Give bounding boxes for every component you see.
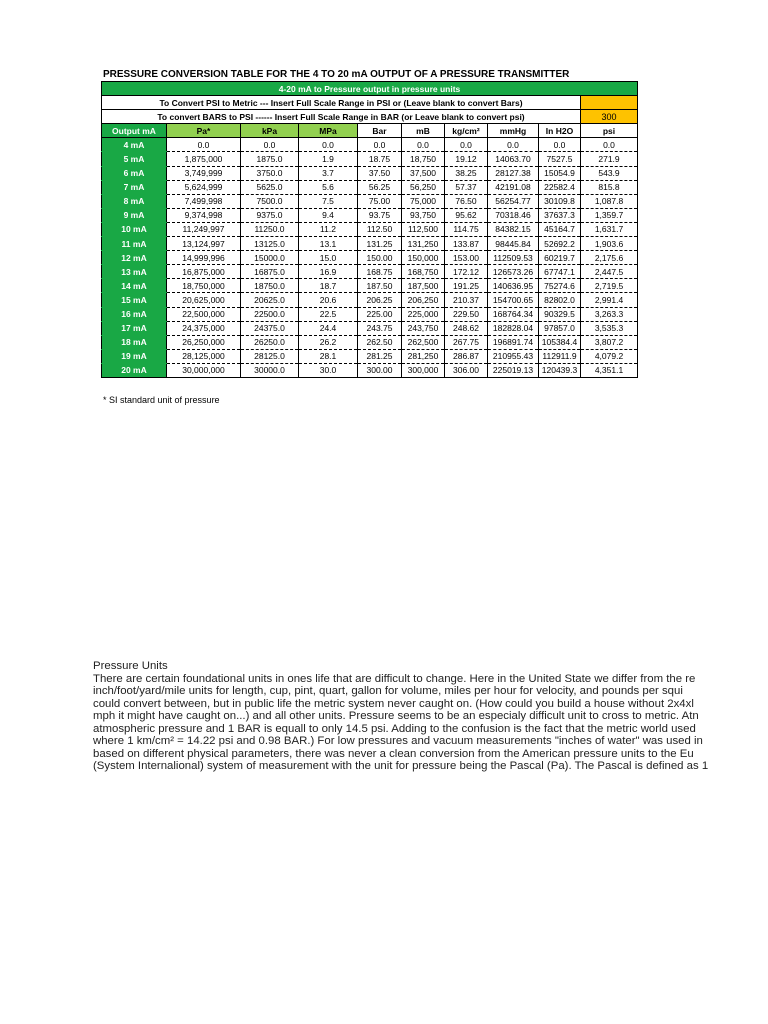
cell-kpa: 30000.0 bbox=[241, 363, 299, 377]
cell-psi: 2,719.5 bbox=[581, 279, 638, 293]
cell-mmhg: 70318.46 bbox=[488, 208, 539, 222]
cell-bar: 243.75 bbox=[358, 321, 402, 335]
cell-bar: 18.75 bbox=[358, 152, 402, 166]
table-row bbox=[102, 166, 638, 180]
cell-mmhg: 210955.43 bbox=[488, 349, 539, 363]
header-mpa: MPa bbox=[299, 124, 358, 138]
cell-kpa: 28125.0 bbox=[241, 349, 299, 363]
table-row bbox=[102, 138, 638, 152]
cell-mb: 281,250 bbox=[402, 349, 445, 363]
cell-mb: 131,250 bbox=[402, 237, 445, 251]
cell-kpa: 5625.0 bbox=[241, 180, 299, 194]
cell-mmhg: 126573.26 bbox=[488, 265, 539, 279]
cell-kg-cm2: 286.87 bbox=[445, 349, 488, 363]
cell-in-h2o: 52692.2 bbox=[539, 237, 581, 251]
cell-kg-cm2: 76.50 bbox=[445, 194, 488, 208]
cell-output-ma: 17 mA bbox=[102, 321, 167, 335]
cell-mpa: 11.2 bbox=[299, 222, 358, 236]
header-pa: Pa* bbox=[167, 124, 241, 138]
cell-mmhg: 28127.38 bbox=[488, 166, 539, 180]
cell-mb: 93,750 bbox=[402, 208, 445, 222]
cell-output-ma: 19 mA bbox=[102, 349, 167, 363]
cell-psi: 3,535.3 bbox=[581, 321, 638, 335]
cell-mpa: 7.5 bbox=[299, 194, 358, 208]
cell-output-ma: 6 mA bbox=[102, 166, 167, 180]
cell-output-ma: 10 mA bbox=[102, 222, 167, 236]
cell-kg-cm2: 19.12 bbox=[445, 152, 488, 166]
cell-kpa: 7500.0 bbox=[241, 194, 299, 208]
cell-kg-cm2: 267.75 bbox=[445, 335, 488, 349]
cell-in-h2o: 30109.8 bbox=[539, 194, 581, 208]
cell-in-h2o: 75274.6 bbox=[539, 279, 581, 293]
cell-kg-cm2: 172.12 bbox=[445, 265, 488, 279]
cell-pa: 30,000,000 bbox=[167, 363, 241, 377]
cell-pa: 11,249,997 bbox=[167, 222, 241, 236]
cell-pa: 16,875,000 bbox=[167, 265, 241, 279]
cell-kg-cm2: 114.75 bbox=[445, 222, 488, 236]
paragraph-line: inch/foot/yard/mile units for length, cup, pint, quart, gallon for volume, miles per hour for velocity, and pounds per squi bbox=[93, 685, 683, 697]
cell-mpa: 20.6 bbox=[299, 293, 358, 307]
header-row bbox=[102, 124, 638, 138]
cell-bar: 37.50 bbox=[358, 166, 402, 180]
cell-mmhg: 42191.08 bbox=[488, 180, 539, 194]
cell-in-h2o: 22582.4 bbox=[539, 180, 581, 194]
pressure-conversion-table bbox=[101, 81, 638, 378]
cell-kg-cm2: 229.50 bbox=[445, 307, 488, 321]
cell-mpa: 0.0 bbox=[299, 138, 358, 152]
cell-kpa: 22500.0 bbox=[241, 307, 299, 321]
cell-kpa: 9375.0 bbox=[241, 208, 299, 222]
cell-mpa: 30.0 bbox=[299, 363, 358, 377]
cell-psi: 271.9 bbox=[581, 152, 638, 166]
table-row bbox=[102, 349, 638, 363]
cell-bar: 112.50 bbox=[358, 222, 402, 236]
cell-mmhg: 154700.65 bbox=[488, 293, 539, 307]
cell-mpa: 22.5 bbox=[299, 307, 358, 321]
cell-pa: 20,625,000 bbox=[167, 293, 241, 307]
cell-psi: 1,359.7 bbox=[581, 208, 638, 222]
cell-mb: 262,500 bbox=[402, 335, 445, 349]
header-kpa: kPa bbox=[241, 124, 299, 138]
cell-mpa: 5.6 bbox=[299, 180, 358, 194]
cell-kg-cm2: 0.0 bbox=[445, 138, 488, 152]
cell-psi: 3,263.3 bbox=[581, 307, 638, 321]
table-row bbox=[102, 265, 638, 279]
cell-output-ma: 14 mA bbox=[102, 279, 167, 293]
cell-kpa: 18750.0 bbox=[241, 279, 299, 293]
cell-kg-cm2: 133.87 bbox=[445, 237, 488, 251]
cell-output-ma: 5 mA bbox=[102, 152, 167, 166]
cell-in-h2o: 15054.9 bbox=[539, 166, 581, 180]
cell-mpa: 28.1 bbox=[299, 349, 358, 363]
cell-bar: 93.75 bbox=[358, 208, 402, 222]
cell-in-h2o: 90329.5 bbox=[539, 307, 581, 321]
cell-mmhg: 225019.13 bbox=[488, 363, 539, 377]
section-heading: Pressure Units bbox=[93, 660, 168, 672]
pressure-units-section bbox=[93, 660, 768, 773]
header-output-ma: Output mA bbox=[102, 124, 167, 138]
table-row bbox=[102, 307, 638, 321]
cell-kpa: 20625.0 bbox=[241, 293, 299, 307]
table-row bbox=[102, 321, 638, 335]
cell-in-h2o: 37637.3 bbox=[539, 208, 581, 222]
cell-in-h2o: 45164.7 bbox=[539, 222, 581, 236]
cell-bar: 300.00 bbox=[358, 363, 402, 377]
paragraph-line: mph it might have caught on...) and all other units. Pressure seems to be an especialy difficult unit to cross to metric. Atn bbox=[93, 710, 699, 722]
cell-mpa: 13.1 bbox=[299, 237, 358, 251]
cell-kg-cm2: 306.00 bbox=[445, 363, 488, 377]
table-row bbox=[102, 180, 638, 194]
cell-mmhg: 196891.74 bbox=[488, 335, 539, 349]
cell-mb: 168,750 bbox=[402, 265, 445, 279]
cell-kg-cm2: 191.25 bbox=[445, 279, 488, 293]
cell-pa: 1,875,000 bbox=[167, 152, 241, 166]
cell-mmhg: 84382.15 bbox=[488, 222, 539, 236]
table-row bbox=[102, 251, 638, 265]
cell-psi: 4,351.1 bbox=[581, 363, 638, 377]
cell-in-h2o: 105384.4 bbox=[539, 335, 581, 349]
cell-mb: 187,500 bbox=[402, 279, 445, 293]
cell-pa: 18,750,000 bbox=[167, 279, 241, 293]
cell-mb: 206,250 bbox=[402, 293, 445, 307]
cell-mb: 300,000 bbox=[402, 363, 445, 377]
cell-bar: 262.50 bbox=[358, 335, 402, 349]
cell-in-h2o: 7527.5 bbox=[539, 152, 581, 166]
table-row bbox=[102, 293, 638, 307]
paragraph-line: based on different physical parameters, there was never a clean conversion from the American pressure units to the Eu bbox=[93, 747, 694, 760]
cell-pa: 22,500,000 bbox=[167, 307, 241, 321]
cell-in-h2o: 97857.0 bbox=[539, 321, 581, 335]
cell-mpa: 1.9 bbox=[299, 152, 358, 166]
cell-kpa: 3750.0 bbox=[241, 166, 299, 180]
cell-pa: 26,250,000 bbox=[167, 335, 241, 349]
cell-kpa: 11250.0 bbox=[241, 222, 299, 236]
cell-output-ma: 20 mA bbox=[102, 363, 167, 377]
cell-bar: 150.00 bbox=[358, 251, 402, 265]
cell-mb: 37,500 bbox=[402, 166, 445, 180]
cell-mmhg: 182828.04 bbox=[488, 321, 539, 335]
cell-mmhg: 0.0 bbox=[488, 138, 539, 152]
cell-output-ma: 13 mA bbox=[102, 265, 167, 279]
table-row bbox=[102, 279, 638, 293]
cell-bar: 75.00 bbox=[358, 194, 402, 208]
cell-mpa: 16.9 bbox=[299, 265, 358, 279]
cell-kg-cm2: 210.37 bbox=[445, 293, 488, 307]
cell-kg-cm2: 57.37 bbox=[445, 180, 488, 194]
cell-pa: 9,374,998 bbox=[167, 208, 241, 222]
cell-pa: 3,749,999 bbox=[167, 166, 241, 180]
cell-mmhg: 112509.53 bbox=[488, 251, 539, 265]
cell-bar: 187.50 bbox=[358, 279, 402, 293]
cell-mb: 225,000 bbox=[402, 307, 445, 321]
cell-mb: 0.0 bbox=[402, 138, 445, 152]
paragraph-line: atmospheric pressure and 1 BAR is equall to only 14.5 psi. Adding to the confusion is the fact that the metric world used bbox=[93, 722, 696, 735]
cell-psi: 1,087.8 bbox=[581, 194, 638, 208]
cell-mb: 243,750 bbox=[402, 321, 445, 335]
psi-full-scale-input[interactable] bbox=[581, 96, 638, 110]
paragraph-line: (System Internalional) system of measurement with the unit for pressure being the Pascal (Pa). The Pascal is defined as 1 bbox=[93, 760, 709, 772]
cell-mpa: 24.4 bbox=[299, 321, 358, 335]
header-mb: mB bbox=[402, 124, 445, 138]
paragraph-line: could convert between, but in public life the metric system never caught on. (How could you build a house without 2x4xl bbox=[93, 697, 694, 710]
cell-pa: 24,375,000 bbox=[167, 321, 241, 335]
cell-pa: 14,999,996 bbox=[167, 251, 241, 265]
cell-mb: 75,000 bbox=[402, 194, 445, 208]
cell-output-ma: 12 mA bbox=[102, 251, 167, 265]
cell-psi: 543.9 bbox=[581, 166, 638, 180]
cell-mmhg: 56254.77 bbox=[488, 194, 539, 208]
cell-mpa: 3.7 bbox=[299, 166, 358, 180]
table-row bbox=[102, 152, 638, 166]
cell-pa: 5,624,999 bbox=[167, 180, 241, 194]
cell-output-ma: 18 mA bbox=[102, 335, 167, 349]
cell-mb: 150,000 bbox=[402, 251, 445, 265]
header-in-h2o: In H2O bbox=[539, 124, 581, 138]
cell-bar: 131.25 bbox=[358, 237, 402, 251]
table-banner: 4-20 mA to Pressure output in pressure units bbox=[102, 82, 638, 96]
cell-output-ma: 4 mA bbox=[102, 138, 167, 152]
cell-output-ma: 7 mA bbox=[102, 180, 167, 194]
cell-psi: 2,991.4 bbox=[581, 293, 638, 307]
cell-mmhg: 168764.34 bbox=[488, 307, 539, 321]
cell-kpa: 0.0 bbox=[241, 138, 299, 152]
cell-pa: 13,124,997 bbox=[167, 237, 241, 251]
cell-psi: 4,079.2 bbox=[581, 349, 638, 363]
cell-bar: 206.25 bbox=[358, 293, 402, 307]
cell-kpa: 1875.0 bbox=[241, 152, 299, 166]
cell-psi: 815.8 bbox=[581, 180, 638, 194]
cell-psi: 3,807.2 bbox=[581, 335, 638, 349]
cell-output-ma: 9 mA bbox=[102, 208, 167, 222]
cell-psi: 1,903.6 bbox=[581, 237, 638, 251]
cell-bar: 225.00 bbox=[358, 307, 402, 321]
cell-psi: 0.0 bbox=[581, 138, 638, 152]
instruction-bar-to-psi: To convert BARS to PSI ------ Insert Full Scale Range in BAR (or Leave blank to convert psi) bbox=[102, 110, 581, 124]
cell-bar: 0.0 bbox=[358, 138, 402, 152]
cell-mb: 112,500 bbox=[402, 222, 445, 236]
cell-mb: 56,250 bbox=[402, 180, 445, 194]
cell-output-ma: 11 mA bbox=[102, 237, 167, 251]
cell-bar: 168.75 bbox=[358, 265, 402, 279]
footnote: * SI standard unit of pressure bbox=[103, 395, 220, 405]
paragraph-line: where 1 km/cm² = 14.22 psi and 0.98 BAR.) For low pressures and vacuum measurements "inches of water" was used in bbox=[93, 735, 703, 747]
cell-mb: 18,750 bbox=[402, 152, 445, 166]
table-row bbox=[102, 237, 638, 251]
cell-kg-cm2: 153.00 bbox=[445, 251, 488, 265]
header-kg-cm2: kg/cm² bbox=[445, 124, 488, 138]
cell-kpa: 26250.0 bbox=[241, 335, 299, 349]
cell-kg-cm2: 38.25 bbox=[445, 166, 488, 180]
cell-kg-cm2: 248.62 bbox=[445, 321, 488, 335]
cell-psi: 2,175.6 bbox=[581, 251, 638, 265]
table-row bbox=[102, 208, 638, 222]
table-row bbox=[102, 335, 638, 349]
table-row bbox=[102, 194, 638, 208]
cell-kpa: 13125.0 bbox=[241, 237, 299, 251]
cell-pa: 28,125,000 bbox=[167, 349, 241, 363]
header-psi: psi bbox=[581, 124, 638, 138]
cell-mpa: 26.2 bbox=[299, 335, 358, 349]
cell-in-h2o: 82802.0 bbox=[539, 293, 581, 307]
paragraph-line: There are certain foundational units in ones life that are difficult to change. Here in the United State we differ from the re bbox=[93, 672, 696, 685]
cell-psi: 1,631.7 bbox=[581, 222, 638, 236]
cell-in-h2o: 0.0 bbox=[539, 138, 581, 152]
cell-mpa: 9.4 bbox=[299, 208, 358, 222]
cell-kpa: 24375.0 bbox=[241, 321, 299, 335]
cell-output-ma: 16 mA bbox=[102, 307, 167, 321]
cell-bar: 281.25 bbox=[358, 349, 402, 363]
table-row bbox=[102, 363, 638, 377]
cell-mmhg: 14063.70 bbox=[488, 152, 539, 166]
cell-mmhg: 140636.95 bbox=[488, 279, 539, 293]
cell-in-h2o: 60219.7 bbox=[539, 251, 581, 265]
cell-kg-cm2: 95.62 bbox=[445, 208, 488, 222]
cell-in-h2o: 112911.9 bbox=[539, 349, 581, 363]
instruction-psi-to-metric: To Convert PSI to Metric --- Insert Full Scale Range in PSI or (Leave blank to convert Bars) bbox=[102, 96, 581, 110]
table-title: PRESSURE CONVERSION TABLE FOR THE 4 TO 20 mA OUTPUT OF A PRESSURE TRANSMITTER bbox=[103, 69, 570, 80]
cell-bar: 56.25 bbox=[358, 180, 402, 194]
cell-in-h2o: 120439.3 bbox=[539, 363, 581, 377]
cell-pa: 7,499,998 bbox=[167, 194, 241, 208]
cell-in-h2o: 67747.1 bbox=[539, 265, 581, 279]
cell-mpa: 15.0 bbox=[299, 251, 358, 265]
cell-kpa: 15000.0 bbox=[241, 251, 299, 265]
table-row bbox=[102, 222, 638, 236]
cell-pa: 0.0 bbox=[167, 138, 241, 152]
cell-output-ma: 15 mA bbox=[102, 293, 167, 307]
header-bar: Bar bbox=[358, 124, 402, 138]
bar-full-scale-input[interactable]: 300 bbox=[581, 110, 638, 124]
cell-output-ma: 8 mA bbox=[102, 194, 167, 208]
cell-mmhg: 98445.84 bbox=[488, 237, 539, 251]
cell-psi: 2,447.5 bbox=[581, 265, 638, 279]
cell-kpa: 16875.0 bbox=[241, 265, 299, 279]
header-mmhg: mmHg bbox=[488, 124, 539, 138]
cell-mpa: 18.7 bbox=[299, 279, 358, 293]
